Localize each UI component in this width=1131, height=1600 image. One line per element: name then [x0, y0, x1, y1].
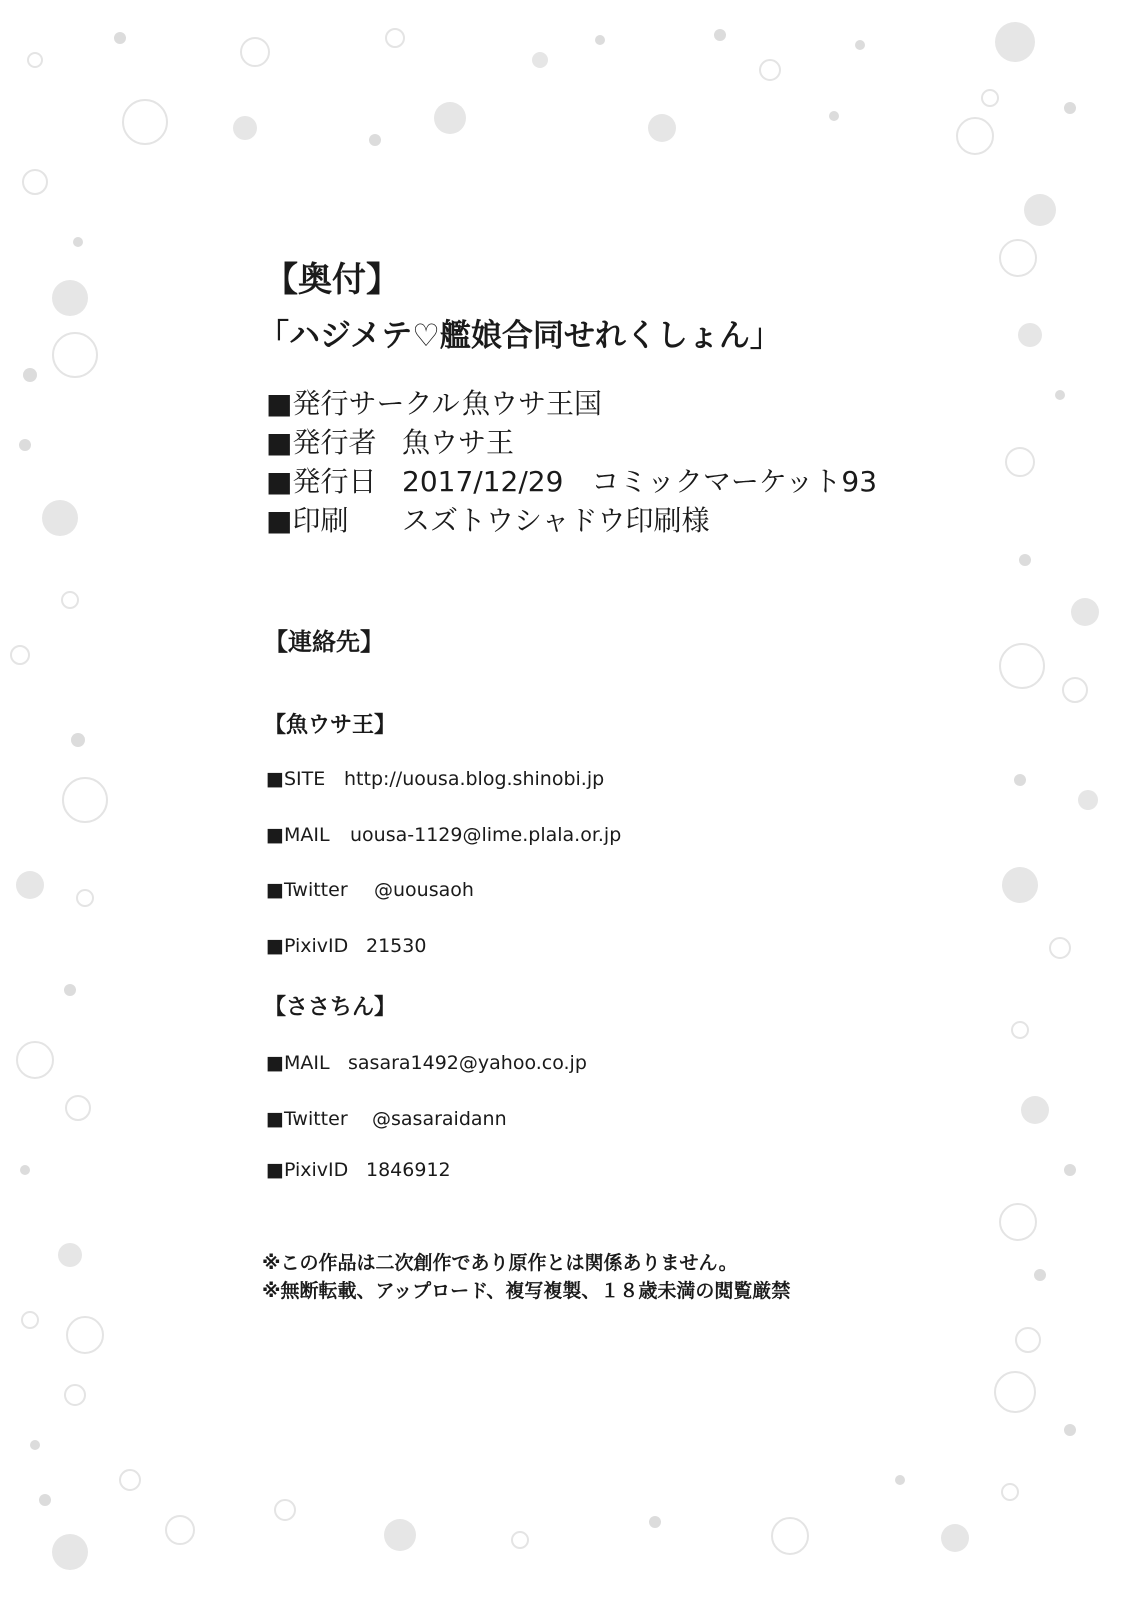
decorative-dot [895, 1475, 905, 1485]
contact-label: ■MAIL [266, 824, 330, 846]
decorative-dot [386, 29, 404, 47]
contact-pixiv [266, 935, 426, 957]
contact-twitter [266, 1108, 507, 1130]
colophon-label: ■発行日 [266, 465, 377, 498]
decorative-dot [1012, 1022, 1028, 1038]
contact-site [266, 768, 604, 790]
decorative-dot [66, 1096, 90, 1120]
colophon-row-date [266, 460, 877, 500]
decorative-dot [11, 646, 29, 664]
decorative-dot [982, 90, 998, 106]
decorative-dot [1006, 448, 1034, 476]
contact-twitter [266, 879, 474, 901]
decorative-dot [772, 1518, 808, 1554]
decorative-dot [123, 100, 167, 144]
decorative-dot [434, 102, 466, 134]
contact-label: ■Twitter [266, 1108, 348, 1130]
contact-label: ■PixivID [266, 935, 349, 957]
contact-label: ■MAIL [266, 1052, 330, 1074]
decorative-dot [73, 237, 83, 247]
decorative-dot [63, 778, 107, 822]
contact-label: ■PixivID [266, 1159, 349, 1181]
decorative-dot [1034, 1269, 1046, 1281]
colophon-value: 2017/12/29 コミックマーケット93 [402, 465, 878, 498]
decorative-dot [714, 29, 726, 41]
decorative-dot [995, 1372, 1035, 1412]
contact-label: ■Twitter [266, 879, 348, 901]
decorative-dot [62, 592, 78, 608]
decorative-dot [275, 1500, 295, 1520]
decorative-dot [995, 22, 1035, 62]
decorative-dot [1000, 240, 1036, 276]
decorative-dot [1064, 1164, 1076, 1176]
decorative-dot [30, 1440, 40, 1450]
decorative-dot [760, 60, 780, 80]
decorative-dot [1024, 194, 1056, 226]
contact-pixiv [266, 1159, 451, 1181]
contact-mail [266, 824, 621, 846]
decorative-dot [58, 1243, 82, 1267]
colophon-value: スズトウシャドウ印刷様 [402, 504, 710, 537]
decorative-dot [77, 890, 93, 906]
decorative-dot [67, 1317, 103, 1353]
decorative-dot [71, 733, 85, 747]
twitter-handle[interactable]: @sasaraidann [372, 1108, 507, 1130]
decorative-dot [1018, 323, 1042, 347]
decorative-dot [384, 1519, 416, 1551]
decorative-dot [166, 1516, 194, 1544]
mail-link[interactable]: uousa-1129@lime.plala.or.jp [350, 824, 622, 846]
decorative-dot [23, 170, 47, 194]
decorative-dot [17, 1042, 53, 1078]
okuzuke-heading: 【奥付】 [264, 260, 400, 300]
decorative-dot [532, 52, 548, 68]
decorative-dot [1064, 102, 1076, 114]
decorative-dot [64, 984, 76, 996]
decorative-dot [1014, 774, 1026, 786]
decorative-dot [1019, 554, 1031, 566]
mail-link[interactable]: sasara1492@yahoo.co.jp [348, 1052, 587, 1074]
colophon-label: ■印刷 [266, 504, 349, 537]
author-name: 【ささちん】 [264, 995, 397, 1020]
decorative-dot [1071, 598, 1099, 626]
decorative-dot [1050, 938, 1070, 958]
decorative-dot [42, 500, 78, 536]
decorative-dot [52, 1534, 88, 1570]
colophon-row-circle [266, 382, 602, 422]
decorative-dot [1063, 678, 1087, 702]
pixiv-id: 1846912 [366, 1159, 451, 1181]
decorative-dot [19, 439, 31, 451]
decorative-dot [20, 1165, 30, 1175]
decorative-dot [1064, 1424, 1076, 1436]
decorative-dot [241, 38, 269, 66]
colophon-row-printer [266, 499, 709, 539]
decorative-dot [649, 1516, 661, 1528]
decorative-dot [1078, 790, 1098, 810]
decorative-dot [941, 1524, 969, 1552]
colophon-value: 魚ウサ王国 [462, 387, 603, 420]
decorative-dot [1055, 390, 1065, 400]
disclaimer-line: ※この作品は二次創作であり原作とは関係ありません。 [262, 1252, 738, 1274]
decorative-dot [1016, 1328, 1040, 1352]
decorative-dot [28, 53, 42, 67]
decorative-dot [369, 134, 381, 146]
disclaimer-line: ※無断転載、アップロード、複写複製、１８歳未満の閲覧厳禁 [262, 1280, 791, 1302]
colophon-label: ■発行サークル [266, 387, 460, 420]
decorative-dot [120, 1470, 140, 1490]
contact-mail [266, 1052, 587, 1074]
decorative-dot [957, 118, 993, 154]
decorative-dot [16, 871, 44, 899]
contact-label: ■SITE [266, 768, 326, 790]
decorative-dot [1002, 867, 1038, 903]
decorative-dot [53, 333, 97, 377]
author-name: 【魚ウサ王】 [264, 713, 397, 738]
colophon-label: ■発行者 [266, 426, 377, 459]
decorative-dot [52, 280, 88, 316]
decorative-dot [1000, 644, 1044, 688]
decorative-dot [512, 1532, 528, 1548]
contact-heading: 【連絡先】 [264, 628, 384, 656]
decorative-dot [829, 111, 839, 121]
pixiv-id: 21530 [366, 935, 427, 957]
decorative-dot [22, 1312, 38, 1328]
colophon-row-publisher [266, 421, 514, 461]
decorative-dot [595, 35, 605, 45]
decorative-dot [1000, 1204, 1036, 1240]
site-link[interactable]: http://uousa.blog.shinobi.jp [344, 768, 605, 790]
twitter-handle[interactable]: @uousaoh [374, 879, 474, 901]
decorative-dot [855, 40, 865, 50]
decorative-dot [23, 368, 37, 382]
decorative-dot [233, 116, 257, 140]
decorative-dot [39, 1494, 51, 1506]
book-title: 「ハジメテ♡艦娘合同せれくしょん」 [258, 318, 781, 354]
colophon-value: 魚ウサ王 [402, 426, 515, 459]
decorative-dot [648, 114, 676, 142]
decorative-dot [1021, 1096, 1049, 1124]
decorative-dot [65, 1385, 85, 1405]
decorative-dot [114, 32, 126, 44]
decorative-dot [1002, 1484, 1018, 1500]
